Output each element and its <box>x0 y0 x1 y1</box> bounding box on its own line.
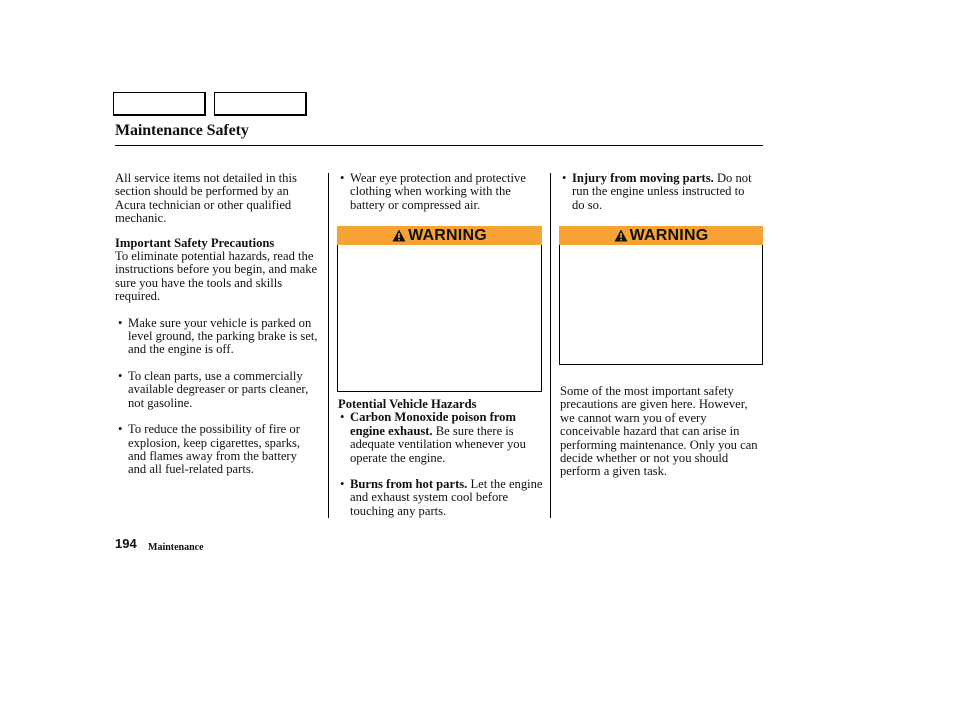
list-item: • To clean parts, use a commercially available degreaser or parts cleaner, not gasoline. <box>118 368 309 410</box>
bullet-dot: • <box>118 315 123 330</box>
list-item: • Make sure your vehicle is parked on level ground, the parking brake is set, and the engine is off. <box>118 315 318 357</box>
list-item: • Burns from hot parts. Let the engine and exhaust system cool before touching any parts. <box>340 477 543 518</box>
section-name: Maintenance <box>148 542 204 553</box>
column-2-bottom <box>338 398 543 518</box>
list-item: • Carbon Monoxide poison from engine exhaust. Be sure there is adequate ventilation whenever you operate the engine. <box>340 410 526 465</box>
title-rule <box>115 145 763 146</box>
bullet-dot: • <box>340 171 345 185</box>
vehicle-hazards-heading: Potential Vehicle Hazards <box>338 397 477 411</box>
warning-triangle-icon <box>614 229 628 242</box>
bullet-dot: • <box>562 171 567 185</box>
list-item: • To reduce the possibility of fire or explosion, keep cigarettes, sparks, and flames away from the battery and all fuel-related parts. <box>118 422 301 477</box>
safety-precautions-heading: Important Safety Precautions <box>115 235 275 250</box>
warning-triangle-icon <box>392 229 406 242</box>
bullet-dot: • <box>340 477 345 492</box>
bullet-dot: • <box>118 422 123 437</box>
page-number: 194 <box>115 536 137 551</box>
column-3-top <box>560 172 760 212</box>
safety-precautions-text: To eliminate potential hazards, read the instructions before you begin, and make sure you have the tools and skills required. <box>115 249 318 304</box>
nav-tab-2[interactable] <box>214 92 307 116</box>
column-1 <box>115 172 318 477</box>
warning-box-2 <box>559 245 763 365</box>
list-item: • Injury from moving parts. Do not run the engine unless instructed to do so. <box>562 171 752 212</box>
warning-banner-1 <box>337 226 542 245</box>
column-divider-2 <box>550 173 551 518</box>
warning-box-1 <box>337 245 542 392</box>
warning-label: WARNING <box>408 227 487 244</box>
page-title: Maintenance Safety <box>115 122 249 139</box>
bullet-dot: • <box>118 368 123 383</box>
warning-label: WARNING <box>629 227 709 244</box>
nav-tab-1[interactable] <box>113 92 206 116</box>
intro-paragraph: All service items not detailed in this section should be performed by an Acura technician or other qualified mechanic. <box>115 171 297 226</box>
column-2-top <box>338 172 543 212</box>
bullet-dot: • <box>340 410 345 425</box>
closing-paragraph: Some of the most important safety precautions are given here. However, we cannot warn you of every conceivable hazard that can arise in performing maintenance. Only you can decide whether or not you should perform a given task. <box>560 384 758 479</box>
warning-banner-2 <box>559 226 763 245</box>
list-item: • Wear eye protection and protective clothing when working with the battery or compressed air. <box>340 171 526 212</box>
column-3-bottom <box>560 385 765 479</box>
column-divider-1 <box>328 173 329 518</box>
